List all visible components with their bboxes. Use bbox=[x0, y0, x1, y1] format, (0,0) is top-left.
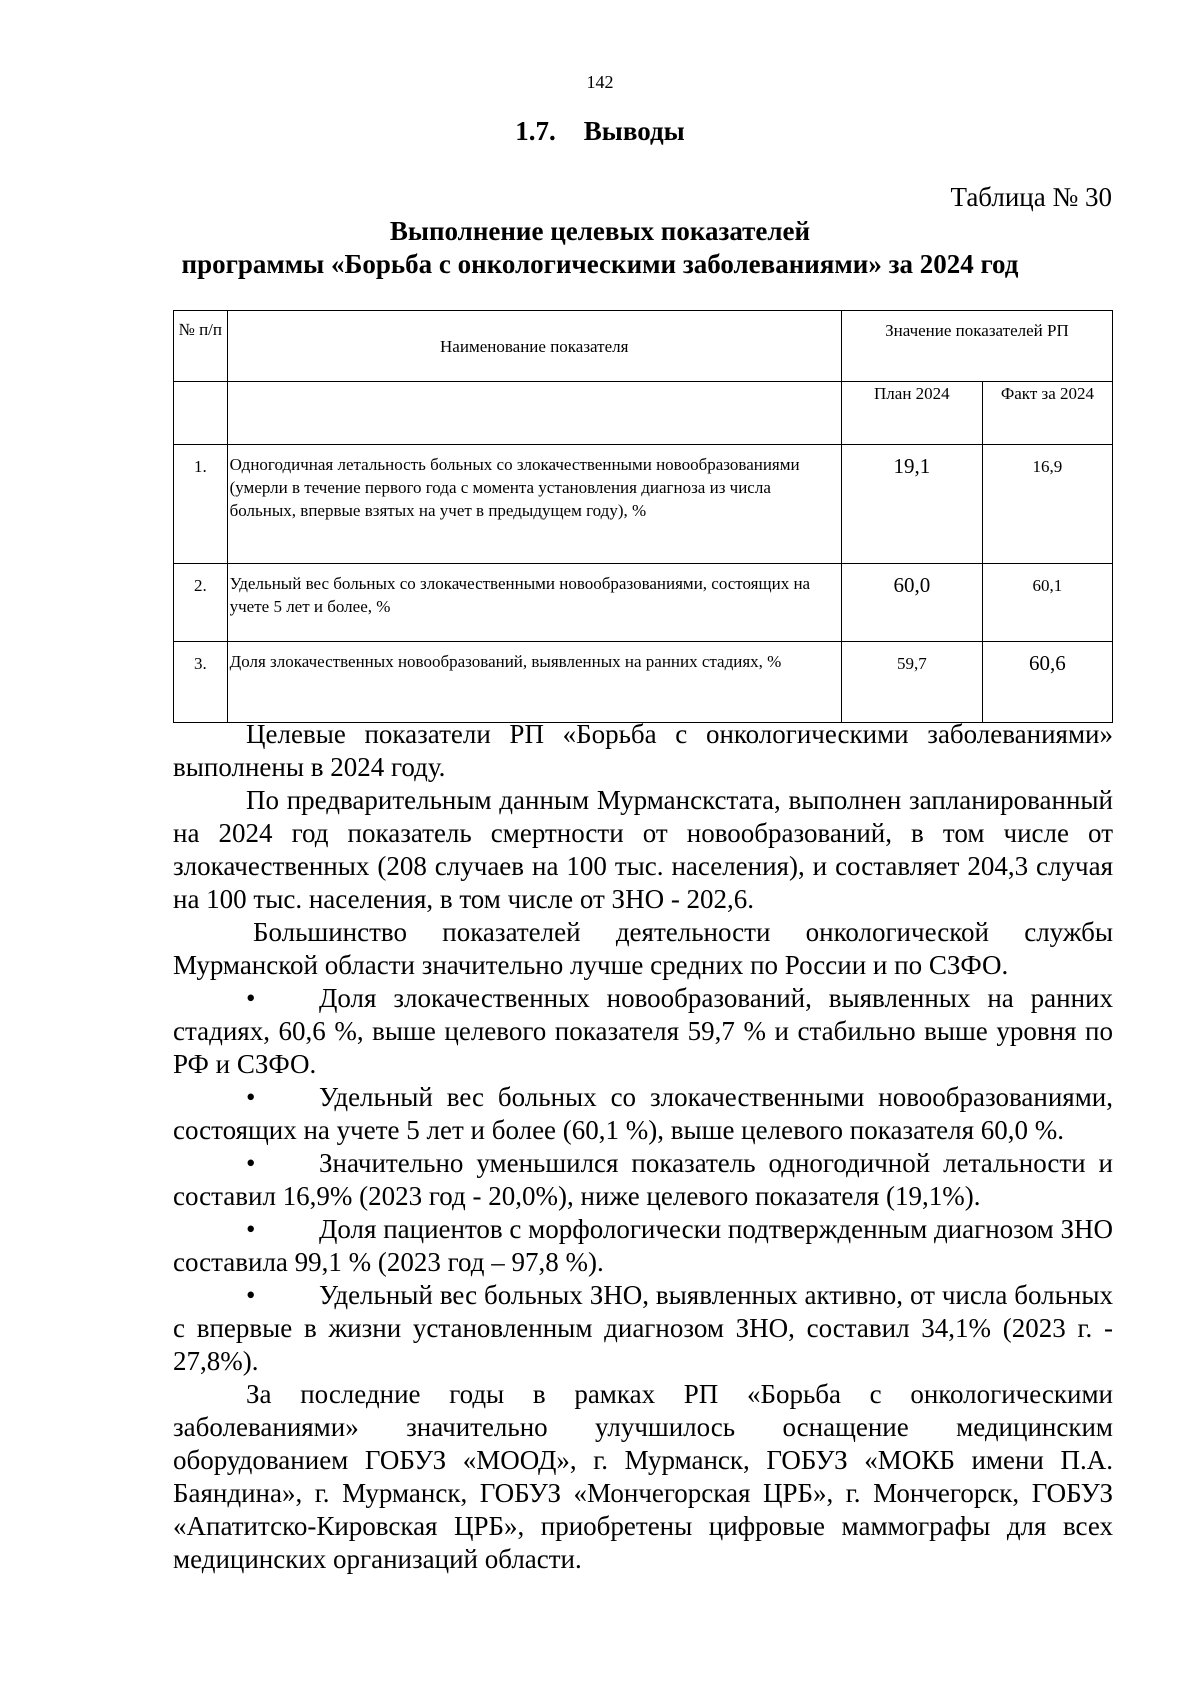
page-number: 142 bbox=[586, 72, 614, 92]
bullet-icon: • bbox=[246, 983, 256, 1013]
header-values-group: Значение показателей РП bbox=[841, 311, 1112, 382]
section-title bbox=[0, 116, 1200, 147]
bullet-icon: • bbox=[246, 1280, 256, 1310]
table-row bbox=[174, 642, 1113, 723]
table-subheader-row bbox=[174, 382, 1113, 445]
bullet-item bbox=[173, 1147, 1113, 1213]
bullet-item bbox=[173, 982, 1113, 1081]
body-text bbox=[173, 718, 1113, 1576]
row-num: 3. bbox=[174, 642, 228, 723]
subheader-name-empty bbox=[227, 382, 841, 445]
bullet-text: Доля злокачественных новообразований, выявленных на ранних стадиях, 60,6 %, выше целевого показателя 59,7 % и стабильно выше уровня по РФ и СЗФО. bbox=[173, 983, 1113, 1079]
table-header-row bbox=[174, 311, 1113, 382]
bullet-icon: • bbox=[246, 1148, 256, 1178]
row-fact: 16,9 bbox=[982, 445, 1112, 564]
table-row bbox=[174, 445, 1113, 564]
bullet-text: Значительно уменьшился показатель одногодичной летальности и составил 16,9% (2023 год - 20,0%), ниже целевого показателя (19,1%). bbox=[173, 1148, 1113, 1211]
bullet-item bbox=[173, 1081, 1113, 1147]
bullet-text: Удельный вес больных ЗНО, выявленных активно, от числа больных с впервые в жизни установленным диагнозом ЗНО, составил 34,1% (2023 г. - 27,8%). bbox=[173, 1280, 1113, 1376]
table-label: Таблица № 30 bbox=[950, 182, 1112, 212]
section-title-text: Выводы bbox=[583, 116, 685, 146]
bullet-icon: • bbox=[246, 1082, 256, 1112]
row-name: Одногодичная летальность больных со злокачественными новообразованиями (умерли в течение первого года с момента установления диагноза из числа больных, впервые взятых на учет в предыдущем году), % bbox=[227, 445, 841, 564]
header-fact: Факт за 2024 bbox=[982, 382, 1112, 445]
bullet-item bbox=[173, 1213, 1113, 1279]
table-title-line-2: программы «Борьба с онкологическими заболеваниями» за 2024 год bbox=[181, 249, 1019, 279]
row-fact: 60,1 bbox=[982, 564, 1112, 642]
header-name: Наименование показателя bbox=[227, 311, 841, 382]
table-title bbox=[0, 215, 1200, 281]
row-name: Доля злокачественных новообразований, выявленных на ранних стадиях, % bbox=[227, 642, 841, 723]
header-plan: План 2024 bbox=[841, 382, 982, 445]
row-plan: 60,0 bbox=[841, 564, 982, 642]
bullet-text: Удельный вес больных со злокачественными новообразованиями, состоящих на учете 5 лет и более (60,1 %), выше целевого показателя 60,0 %. bbox=[173, 1082, 1113, 1145]
row-num: 2. bbox=[174, 564, 228, 642]
bullet-item bbox=[173, 1279, 1113, 1378]
row-name: Удельный вес больных со злокачественными новообразованиями, состоящих на учете 5 лет и более, % bbox=[227, 564, 841, 642]
row-plan: 19,1 bbox=[841, 445, 982, 564]
paragraph-equipment: За последние годы в рамках РП «Борьба с онкологическими заболеваниями» значительно улучшилось оснащение медицинским оборудованием ГОБУЗ «МООД», г. Мурманск, ГОБУЗ «МОКБ имени П.А. Баяндина», г. Мурманск, ГОБУЗ «Мончегорская ЦРБ», г. Мончегорск, ГОБУЗ «Апатитско-Кировская ЦРБ», приобретены цифровые маммографы для всех медицинских организаций области. bbox=[173, 1379, 1113, 1574]
bullet-icon: • bbox=[246, 1214, 256, 1244]
section-number: 1.7. bbox=[515, 116, 556, 146]
paragraph-mortality: По предварительным данным Мурманскстата, выполнен запланированный на 2024 год показатель смертности от новообразований, в том числе от злокачественных (208 случаев на 100 тыс. населения), и составляет 204,3 случая на 100 тыс. населения, в том числе от ЗНО - 202,6. bbox=[173, 785, 1113, 914]
bullet-text: Доля пациентов с морфологически подтвержденным диагнозом ЗНО составила 99,1 % (2023 год – 97,8 %). bbox=[173, 1214, 1113, 1277]
row-plan: 59,7 bbox=[841, 642, 982, 723]
table-title-line-1: Выполнение целевых показателей bbox=[389, 216, 811, 246]
row-fact: 60,6 bbox=[982, 642, 1112, 723]
paragraph-comparison: Большинство показателей деятельности онкологической службы Мурманской области значительно лучше средних по России и по СЗФО. bbox=[173, 917, 1113, 980]
table-row bbox=[174, 564, 1113, 642]
indicators-table bbox=[173, 310, 1113, 723]
subheader-num-empty bbox=[174, 382, 228, 445]
row-num: 1. bbox=[174, 445, 228, 564]
paragraph-targets-met: Целевые показатели РП «Борьба с онкологическими заболеваниями» выполнены в 2024 году. bbox=[173, 719, 1113, 782]
header-num: № п/п bbox=[174, 311, 228, 382]
